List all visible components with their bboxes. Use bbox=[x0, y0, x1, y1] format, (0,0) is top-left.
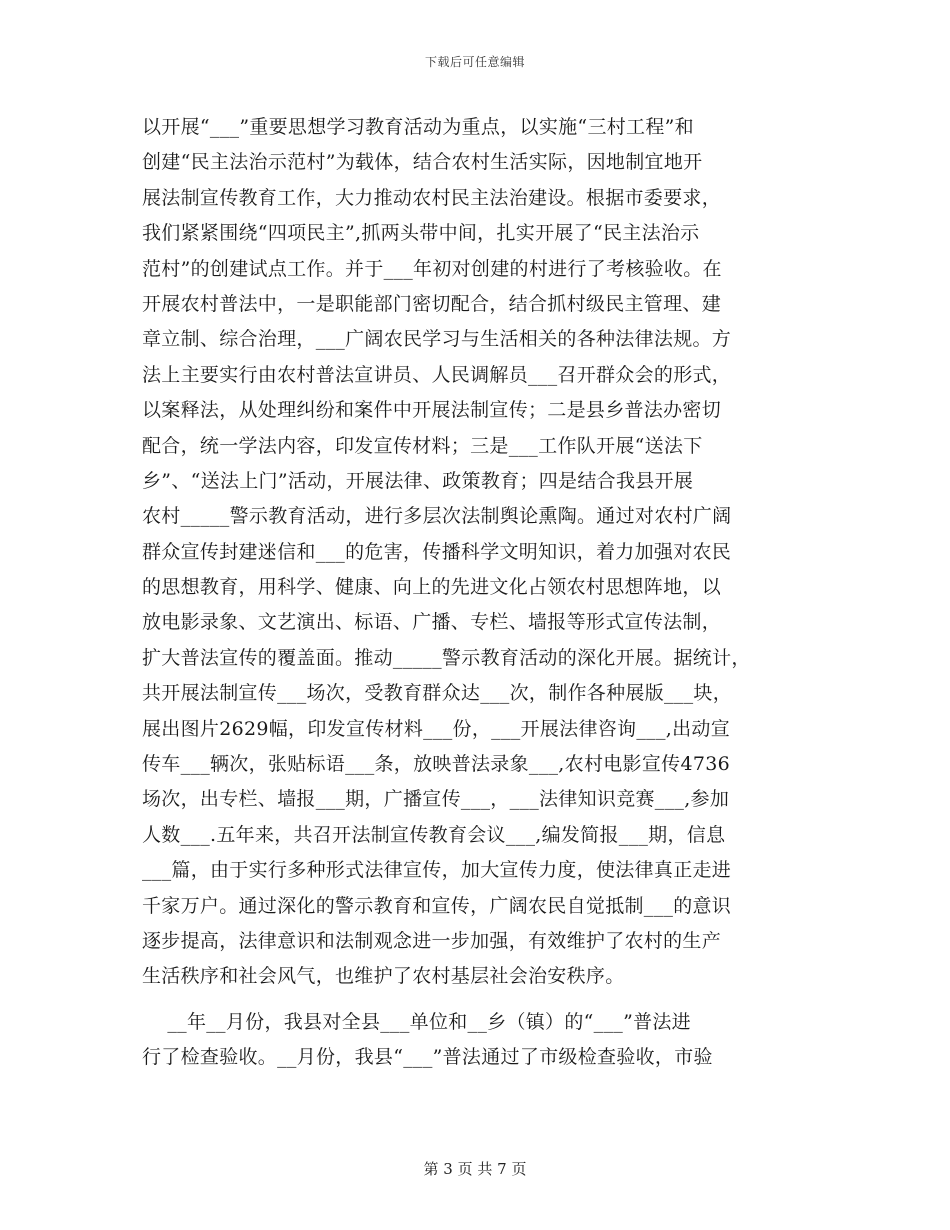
page-number: 第 3 页 共 7 页 bbox=[423, 1160, 527, 1178]
body-line: 逐步提高，法律意识和法制观念进一步加强，有效维护了农村的生产 bbox=[142, 929, 722, 952]
page-header: 下载后可任意编辑 bbox=[424, 55, 525, 69]
body-line: 放电影录象、文艺演出、标语、广播、专栏、墙报等形式宣传法制， bbox=[142, 611, 722, 634]
body-line: 农村_____警示教育活动，进行多层次法制舆论熏陶。通过对农村广阔 bbox=[142, 505, 732, 528]
body-line: 配合，统一学法内容，印发宣传材料；三是___工作队开展“送法下 bbox=[142, 434, 703, 457]
body-line: 以开展“___”重要思想学习教育活动为重点，以实施“三村工程”和 bbox=[142, 116, 694, 138]
body-line: 创建“民主法治示范村”为载体，结合农村生活实际，因地制宜地开 bbox=[142, 151, 703, 174]
body-line: 传车___辆次，张贴标语___条，放映普法录象___,农村电影宣传4736 bbox=[142, 753, 730, 776]
body-line: 展出图片2629幅，印发宣传材料___份，___开展法律咨询___,出动宣 bbox=[142, 717, 730, 740]
body-line: 人数___.五年来，共召开法制宣传教育会议___,编发简报___期，信息 bbox=[142, 823, 726, 846]
body-line: 乡”、“送法上门”活动，开展法律、政策教育；四是结合我县开展 bbox=[142, 469, 694, 492]
body-line: 以案释法，从处理纠纷和案件中开展法制宣传；二是县乡普法办密切 bbox=[142, 399, 722, 422]
body-line: 展法制宣传教育工作，大力推动农村民主法治建设。根据市委要求， bbox=[142, 186, 722, 209]
body-line: 章立制、综合治理，___广阔农民学习与生活相关的各种法律法规。方 bbox=[142, 328, 732, 351]
body-line: 法上主要实行由农村普法宣讲员、人民调解员___召开群众会的形式， bbox=[142, 363, 732, 386]
body-line: __年__月份，我县对全县___单位和__乡（镇）的“___”普法进 bbox=[142, 1010, 691, 1033]
body-line: ___篇，由于实行多种形式法律宣传，加大宣传力度，使法律真正走进 bbox=[142, 859, 732, 882]
body-line: 范村”的创建试点工作。并于___年初对创建的村进行了考核验收。在 bbox=[142, 257, 722, 280]
body-line: 千家万户。通过深化的警示教育和宣传，广阔农民自觉抵制___的意识 bbox=[142, 894, 732, 917]
body-line: 我们紧紧围绕“四项民主”,抓两头带中间，扎实开展了“民主法治示 bbox=[142, 222, 700, 245]
document-body bbox=[142, 110, 832, 1076]
body-line: 的思想教育，用科学、健康、向上的先进文化占领农村思想阵地，以 bbox=[142, 576, 722, 599]
body-line: 扩大普法宣传的覆盖面。推动_____警示教育活动的深化开展。据统计， bbox=[142, 646, 751, 669]
body-line: 生活秩序和社会风气，也维护了农村基层社会治安秩序。 bbox=[142, 965, 625, 988]
body-line: 共开展法制宣传___场次，受教育群众达___次，制作各种展版___块， bbox=[142, 682, 733, 705]
body-line: 开展农村普法中，一是职能部门密切配合，结合抓村级民主管理、建 bbox=[142, 292, 722, 315]
body-line: 行了检查验收。__月份，我县“___”普法通过了市级检查验收，市验 bbox=[142, 1046, 713, 1069]
body-line: 场次，出专栏、墙报___期，广播宣传___，___法律知识竞赛___,参加 bbox=[142, 788, 730, 811]
paragraph-gap bbox=[142, 995, 832, 1005]
body-line: 群众宣传封建迷信和___的危害，传播科学文明知识，着力加强对农民 bbox=[142, 540, 732, 563]
